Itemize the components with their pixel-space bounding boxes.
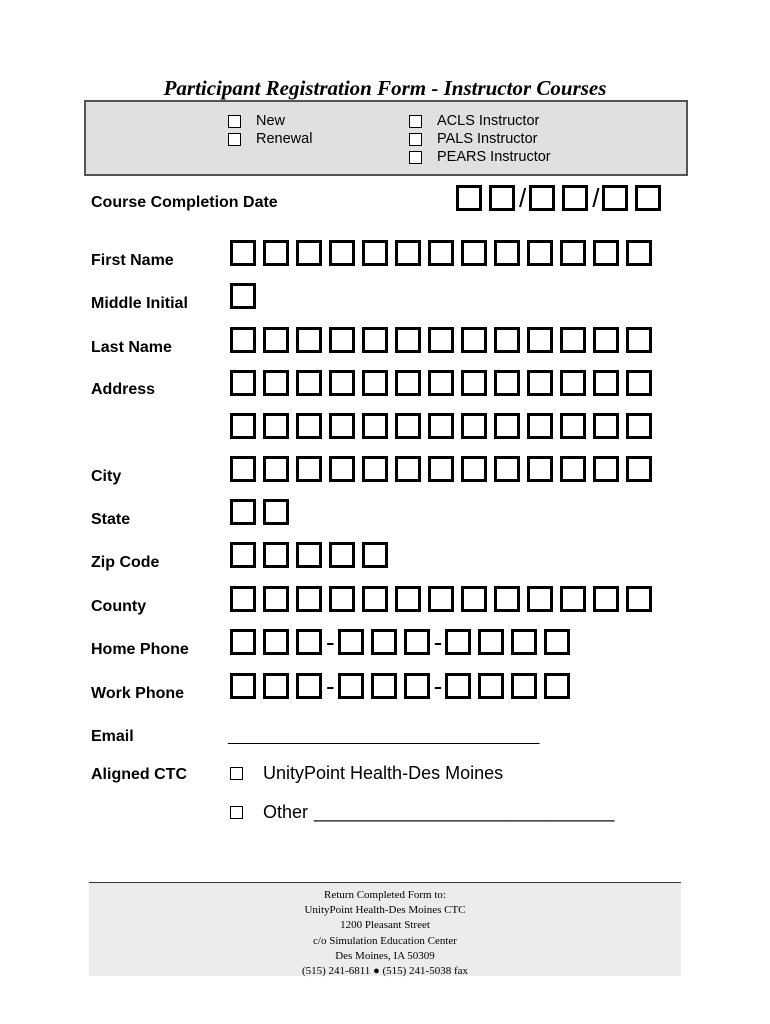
char-box[interactable] — [445, 629, 471, 655]
form-title: Participant Registration Form - Instructor Courses — [163, 76, 607, 100]
county-label: County — [91, 598, 147, 615]
ctc-other-input-line[interactable]: ______________________________ — [314, 802, 615, 822]
char-box[interactable] — [362, 327, 388, 353]
address-line2-input[interactable] — [230, 413, 659, 439]
char-box[interactable] — [527, 327, 553, 353]
char-box[interactable] — [527, 413, 553, 439]
footer-fax: (515) 241-5038 fax — [382, 965, 469, 978]
char-box[interactable] — [461, 327, 487, 353]
char-box[interactable] — [329, 370, 355, 396]
return-address-footer — [89, 882, 681, 976]
char-box[interactable] — [404, 629, 430, 655]
char-box[interactable] — [428, 586, 454, 612]
phone-separator: - — [433, 671, 443, 701]
option-pals[interactable] — [409, 130, 537, 148]
char-box[interactable] — [230, 586, 256, 612]
first-name-label: First Name — [91, 252, 174, 269]
char-box[interactable] — [527, 456, 553, 482]
char-box[interactable] — [461, 456, 487, 482]
char-box[interactable] — [329, 327, 355, 353]
checkbox-unitypoint[interactable] — [230, 767, 243, 780]
char-box[interactable] — [626, 327, 652, 353]
char-box[interactable] — [560, 327, 586, 353]
char-box[interactable] — [593, 456, 619, 482]
char-box[interactable] — [428, 327, 454, 353]
state-label: State — [91, 511, 131, 528]
home-phone-input[interactable] — [230, 629, 577, 655]
char-box[interactable] — [263, 370, 289, 396]
char-box[interactable] — [329, 413, 355, 439]
char-box[interactable] — [593, 327, 619, 353]
char-box[interactable] — [527, 586, 553, 612]
char-box[interactable] — [338, 673, 364, 699]
char-box[interactable] — [461, 586, 487, 612]
char-box[interactable] — [456, 185, 482, 211]
ctc-option-unitypoint[interactable] — [230, 763, 503, 784]
char-box[interactable] — [296, 542, 322, 568]
char-box[interactable] — [263, 240, 289, 266]
footer-street: 1200 Pleasant Street — [340, 919, 430, 932]
phone-separator: - — [326, 627, 335, 657]
option-new-label: New — [256, 113, 286, 129]
char-box[interactable] — [626, 586, 652, 612]
char-box[interactable] — [626, 370, 652, 396]
char-box[interactable] — [560, 370, 586, 396]
char-box[interactable] — [560, 240, 586, 266]
date-separator: / — [592, 183, 600, 213]
char-box[interactable] — [362, 586, 388, 612]
date-separator: / — [519, 183, 527, 213]
char-box[interactable] — [362, 413, 388, 439]
char-box[interactable] — [329, 586, 355, 612]
char-box[interactable] — [428, 456, 454, 482]
state-input[interactable] — [230, 499, 296, 525]
email-input-line[interactable]: ___________________________________ — [228, 728, 540, 745]
char-box[interactable] — [296, 370, 322, 396]
footer-city-state-zip: Des Moines, IA 50309 — [335, 949, 435, 962]
char-box[interactable] — [494, 327, 520, 353]
phone-separator: - — [326, 671, 335, 701]
char-box[interactable] — [395, 456, 421, 482]
registration-type-panel — [84, 100, 688, 176]
char-box[interactable] — [338, 629, 364, 655]
option-new[interactable] — [228, 112, 285, 130]
footer-contact — [89, 964, 681, 979]
char-box[interactable] — [560, 413, 586, 439]
char-box[interactable] — [296, 673, 322, 699]
char-box[interactable] — [263, 673, 289, 699]
char-box[interactable] — [362, 370, 388, 396]
option-acls[interactable] — [409, 112, 539, 130]
footer-return-line: Return Completed Form to: — [324, 889, 446, 901]
char-box[interactable] — [230, 542, 256, 568]
char-box[interactable] — [461, 413, 487, 439]
bullet-icon: ● — [373, 965, 380, 978]
checkbox-other[interactable] — [230, 806, 243, 819]
char-box[interactable] — [296, 327, 322, 353]
char-box[interactable] — [395, 240, 421, 266]
char-box[interactable] — [562, 185, 588, 211]
char-box[interactable] — [527, 240, 553, 266]
checkbox-acls[interactable] — [409, 115, 422, 128]
char-box[interactable] — [263, 327, 289, 353]
char-box[interactable] — [230, 370, 256, 396]
zip-code-input[interactable] — [230, 542, 395, 568]
char-box[interactable] — [371, 673, 397, 699]
char-box[interactable] — [511, 629, 537, 655]
footer-org: UnityPoint Health-Des Moines CTC — [304, 904, 466, 917]
checkbox-pears[interactable] — [409, 151, 422, 164]
char-box[interactable] — [428, 370, 454, 396]
char-box[interactable] — [230, 283, 256, 309]
char-box[interactable] — [263, 413, 289, 439]
char-box[interactable] — [494, 586, 520, 612]
checkbox-pals[interactable] — [409, 133, 422, 146]
address-line1-input[interactable] — [230, 370, 659, 396]
char-box[interactable] — [263, 456, 289, 482]
char-box[interactable] — [478, 629, 504, 655]
option-pears[interactable] — [409, 148, 551, 166]
char-box[interactable] — [296, 586, 322, 612]
phone-separator: - — [433, 627, 443, 657]
work-phone-input[interactable] — [230, 673, 577, 699]
checkbox-new[interactable] — [228, 115, 241, 128]
ctc-option-other-label: Other — [263, 802, 309, 822]
char-box[interactable] — [428, 240, 454, 266]
char-box[interactable] — [395, 413, 421, 439]
county-input[interactable] — [230, 586, 659, 612]
char-box[interactable] — [626, 456, 652, 482]
address-label: Address — [91, 381, 156, 398]
char-box[interactable] — [544, 629, 570, 655]
char-box[interactable] — [626, 413, 652, 439]
middle-initial-input[interactable] — [230, 283, 263, 309]
char-box[interactable] — [461, 240, 487, 266]
char-box[interactable] — [494, 413, 520, 439]
char-box[interactable] — [230, 499, 256, 525]
char-box[interactable] — [362, 542, 388, 568]
footer-phone: (515) 241-6811 — [301, 965, 371, 978]
char-box[interactable] — [395, 327, 421, 353]
char-box[interactable] — [329, 240, 355, 266]
home-phone-label: Home Phone — [91, 641, 189, 658]
option-renewal-label: Renewal — [256, 131, 313, 147]
char-box[interactable] — [494, 240, 520, 266]
char-box[interactable] — [230, 456, 256, 482]
aligned-ctc-label: Aligned CTC — [91, 766, 187, 783]
char-box[interactable] — [296, 240, 322, 266]
checkbox-renewal[interactable] — [228, 133, 241, 146]
char-box[interactable] — [544, 673, 570, 699]
ctc-option-other[interactable] — [230, 802, 614, 823]
char-box[interactable] — [296, 456, 322, 482]
char-box[interactable] — [511, 673, 537, 699]
char-box[interactable] — [445, 673, 471, 699]
char-box[interactable] — [230, 673, 256, 699]
char-box[interactable] — [428, 413, 454, 439]
char-box[interactable] — [263, 586, 289, 612]
char-box[interactable] — [560, 586, 586, 612]
char-box[interactable] — [263, 629, 289, 655]
char-box[interactable] — [602, 185, 628, 211]
first-name-input[interactable] — [230, 240, 659, 266]
char-box[interactable] — [626, 240, 652, 266]
char-box[interactable] — [329, 456, 355, 482]
city-label: City — [91, 468, 122, 485]
char-box[interactable] — [489, 185, 515, 211]
char-box[interactable] — [230, 629, 256, 655]
course-completion-date-label: Course Completion Date — [91, 194, 278, 211]
last-name-input[interactable] — [230, 327, 659, 353]
char-box[interactable] — [461, 370, 487, 396]
char-box[interactable] — [371, 629, 397, 655]
ctc-option-unitypoint-label: UnityPoint Health-Des Moines — [263, 763, 504, 783]
zip-code-label: Zip Code — [91, 554, 160, 571]
last-name-label: Last Name — [91, 339, 172, 356]
char-box[interactable] — [593, 370, 619, 396]
email-label: Email — [91, 728, 134, 745]
char-box[interactable] — [635, 185, 661, 211]
char-box[interactable] — [593, 413, 619, 439]
option-pears-label: PEARS Instructor — [437, 149, 551, 165]
char-box[interactable] — [593, 586, 619, 612]
char-box[interactable] — [494, 370, 520, 396]
char-box[interactable] — [560, 456, 586, 482]
char-box[interactable] — [230, 240, 256, 266]
char-box[interactable] — [263, 542, 289, 568]
char-box[interactable] — [230, 413, 256, 439]
char-box[interactable] — [230, 327, 256, 353]
completion-date-input[interactable] — [456, 185, 668, 211]
char-box[interactable] — [296, 413, 322, 439]
option-acls-label: ACLS Instructor — [437, 113, 540, 129]
char-box[interactable] — [404, 673, 430, 699]
char-box[interactable] — [329, 542, 355, 568]
footer-care-of: c/o Simulation Education Center — [313, 934, 457, 947]
work-phone-label: Work Phone — [91, 685, 185, 702]
char-box[interactable] — [263, 499, 289, 525]
char-box[interactable] — [494, 456, 520, 482]
char-box[interactable] — [395, 586, 421, 612]
option-renewal[interactable] — [228, 130, 312, 148]
char-box[interactable] — [529, 185, 555, 211]
char-box[interactable] — [593, 240, 619, 266]
option-pals-label: PALS Instructor — [437, 131, 538, 147]
char-box[interactable] — [527, 370, 553, 396]
char-box[interactable] — [478, 673, 504, 699]
char-box[interactable] — [395, 370, 421, 396]
char-box[interactable] — [362, 456, 388, 482]
char-box[interactable] — [362, 240, 388, 266]
char-box[interactable] — [296, 629, 322, 655]
city-input[interactable] — [230, 456, 659, 482]
middle-initial-label: Middle Initial — [91, 295, 188, 312]
